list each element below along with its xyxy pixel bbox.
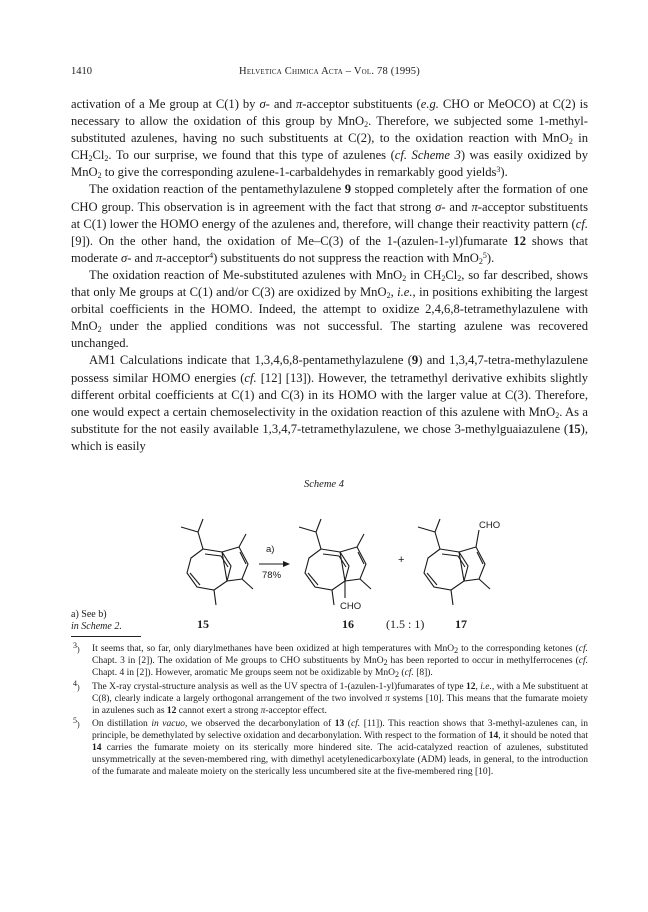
cho-label-17: CHO [479, 520, 501, 531]
plus-sign: + [398, 554, 405, 566]
footnote-separator [71, 636, 141, 637]
scheme-footnote-line: in Scheme 2. [71, 621, 122, 632]
running-header [71, 66, 588, 80]
journal-title: Helvetica Chimica Acta – Vol. 78 (1995) [239, 66, 420, 77]
azulene-17-structure [418, 519, 490, 605]
compound-15-label: 15 [197, 617, 209, 631]
paragraph: The oxidation reaction of Me-substituted azulenes with MnO$_2$ in $CH_2Cl_2$, so far described, shows that only Me groups at C(1) and/or C(3) are oxidized by MnO$_2$, i.e., in positions exhibiting the largest orbital coefficients in the HOMO. Indeed, the attempt to oxidize 2,4,6,8-tetramethylazulene with MnO$_2$ under the applied conditions was not successful. The starting azulene was recovered unchanged. [71, 267, 589, 351]
page-number: 1410 [71, 66, 92, 77]
paragraph: activation of a Me group at C(1) by σ- and π-acceptor substituents (e.g. CHO or MeOCO) at C(2) is necessary to allow the oxidation of this group by MnO$_2$. Therefore, we subjected some 1-methyl-substituted azulenes, having no such substituents at C(2), to the oxidation reaction with MnO$_2$ in $CH_2Cl_2$. To our surprise, we found that this type of azulenes (cf. Scheme 3) was easily oxidized by MnO$_2$ to give the corresponding azulene-1-carbaldehydes in remarkably good yields$^3$). [71, 97, 589, 181]
paragraph: AM1 Calculations indicate that 1,3,4,6,8-pentamethylazulene (9) and 1,3,4,7-tetra-methylazulene possess similar HOMO energies (cf. [12] [13]). However, the tetramethyl derivative exhibits slightly different orbital coefficients at C(1) and C(3) in its HOMO with the larger value at C(3). Therefore, one would expect a certain chemoselectivity in the oxidation reaction of this azulene with MnO$_2$. As a substitute for the not easily available 1,3,4,7-tetramethylazulene, we chose 3-methylguaiazulene (15), which is easily [71, 353, 589, 453]
footnotes [71, 641, 589, 781]
scheme-footnote-line: a) See b) [71, 609, 107, 620]
reaction-scheme [0, 492, 648, 632]
footnote-5: $^5$) On distillation in vacuo, we observed the decarbonylation of 13 (cf. [11]). This reaction shows that 3-methyl-azulenes can, in principle, be demethylated by selective oxidation and decarbonylation. With respect to the formation of 14, it should be noted that 14 carries the fumarate moiety on its sterically more hindered site. The acid-catalyzed reaction of azulenes, substituted unsymmetrically at the seven-membered ring, with dimethyl acetylenedicarboxylate (ADM) leads, in general, to the introduction of the fumarate and maleate moiety on the sterically less uncumbered site at the five-membered ring [10]. [73, 716, 589, 778]
yield-label: 78% [262, 570, 282, 581]
azulene-16-structure [299, 519, 371, 605]
compound-16-label: 16 [342, 617, 354, 631]
reaction-arrow [259, 561, 290, 567]
footnote-marker: $^5$) [73, 716, 80, 730]
scheme-title: Scheme 4 [304, 479, 344, 490]
product-ratio: (1.5 : 1) [386, 617, 425, 631]
footnote-marker: $^4$) [73, 678, 80, 692]
body-text [71, 96, 588, 455]
cho-label-16: CHO [340, 601, 362, 612]
footnote-3: $^3$) It seems that, so far, only diarylmethanes have been oxidized at high temperatures with MnO$_2$ to the corresponding ketones (cf. Chapt. 3 in [2]). The oxidation of Me groups to CHO substituents by MnO$_2$ has been reported to occur in methylferrocenes (cf. Chapt. 4 in [2]). However, aromatic Me groups seem not be oxidizable by MnO$_2$ (cf. [8]). [73, 641, 588, 679]
reagent-label: a) [266, 544, 275, 555]
scheme-footnote [71, 609, 122, 633]
azulene-15-structure [181, 519, 253, 605]
paragraph: The oxidation reaction of the pentamethylazulene 9 stopped completely after the formation of one CHO group. This observation is in agreement with the fact that strong σ- and π-acceptor substituents at C(1) lower the HOMO energy of the azulenes and, therefore, will change their reactivity pattern (cf. [9]). On the other hand, the oxidation of Me–C(3) of the 1-(azulen-1-yl)fumarate 12 shows that moderate σ- and π-acceptor$^4$) substituents do not suppress the reaction with MnO$_2^5$). [71, 182, 588, 266]
footnote-4: $^4$) The X-ray crystal-structure analysis as well as the UV spectra of 1-(azulen-1-yl)fumarates of type 12, i.e., with a Me substituent at C(8), clearly indicate a largely orthogonal arrangement of the two involved π systems [10]. This means that the fumarate moiety in azulenes such as 12 cannot exert a strong π-acceptor effect. [73, 678, 589, 716]
compound-17-label: 17 [455, 617, 467, 631]
footnote-marker: $^3$) [73, 641, 80, 654]
